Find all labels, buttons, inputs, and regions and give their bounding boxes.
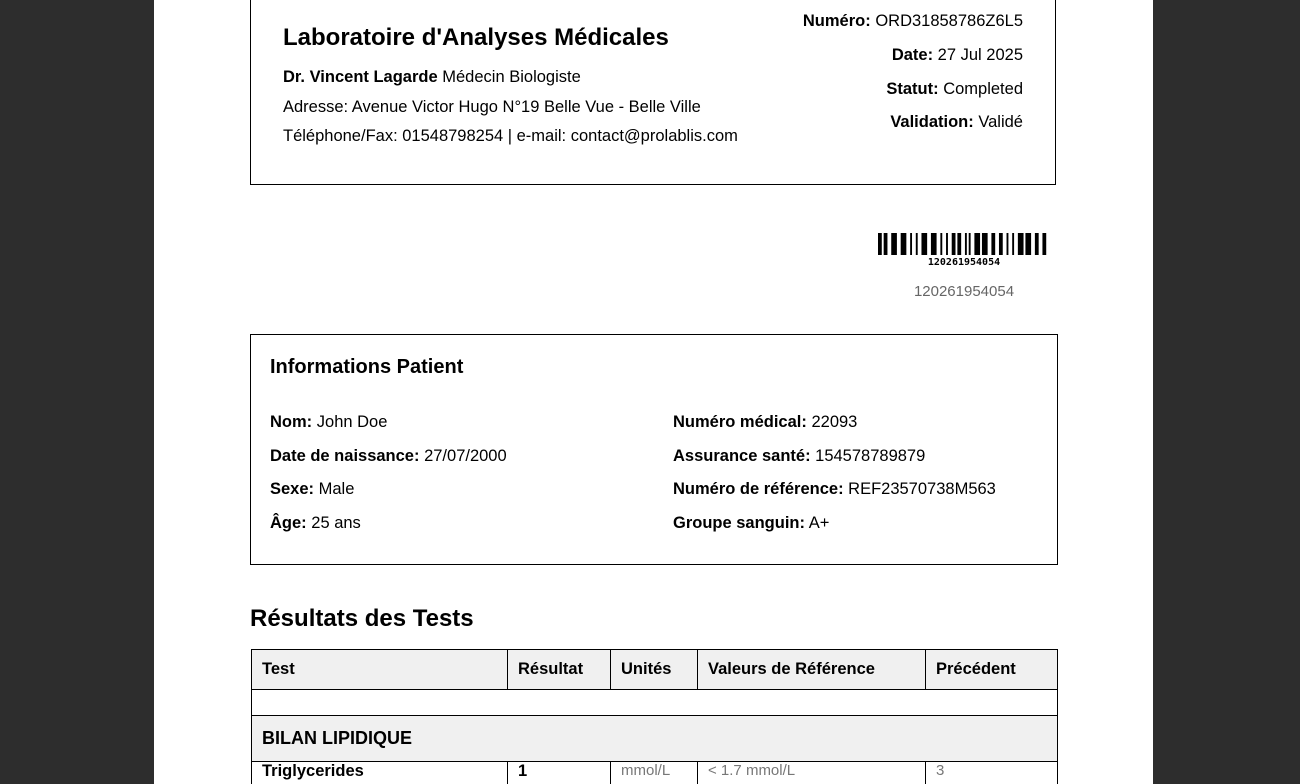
col-test: Test: [252, 650, 508, 690]
order-date-value: 27 Jul 2025: [937, 46, 1023, 64]
col-result: Résultat: [508, 650, 611, 690]
barcode-bar: [974, 233, 980, 255]
order-validation-value: Validé: [978, 113, 1023, 131]
patient-sex-label: Sexe:: [270, 480, 315, 498]
patient-reference: [673, 480, 996, 499]
barcode-bar: [946, 233, 948, 255]
order-validation: [890, 113, 1023, 132]
order-number: [803, 12, 1023, 31]
patient-title: Informations Patient: [270, 356, 464, 378]
barcode-image: [878, 233, 1050, 255]
order-number-value: ORD31858786Z6L5: [875, 12, 1023, 30]
patient-medical-value: 22093: [811, 413, 858, 431]
cell-unit: mmol/L: [611, 762, 698, 784]
barcode-bar: [1042, 233, 1046, 255]
section-row: [252, 716, 1058, 762]
barcode-bar: [965, 233, 967, 255]
col-units: Unités: [611, 650, 698, 690]
patient-name: [270, 413, 387, 432]
lab-address: Adresse: Avenue Victor Hugo N°19 Belle Vue - Belle Ville: [283, 98, 701, 116]
patient-name-label: Nom:: [270, 413, 313, 431]
cell-reference: < 1.7 mmol/L: [698, 762, 926, 784]
barcode-bar: [901, 233, 907, 255]
patient-age-value: 25 ans: [311, 514, 361, 532]
patient-name-value: John Doe: [316, 413, 388, 431]
patient-sex: [270, 480, 354, 499]
patient-insurance-label: Assurance santé:: [673, 447, 811, 465]
section-label: BILAN LIPIDIQUE: [252, 716, 1058, 762]
barcode-bar: [982, 233, 988, 255]
report-page: [154, 0, 1153, 784]
barcode-bar: [1012, 233, 1014, 255]
barcode-bar: [884, 233, 888, 255]
lab-header: [250, 0, 1056, 185]
barcode: [878, 233, 1050, 268]
doctor-line: [283, 68, 581, 87]
doctor-name: Dr. Vincent Lagarde: [283, 68, 438, 86]
patient-blood-group-label: Groupe sanguin:: [673, 514, 805, 532]
barcode-bar: [921, 233, 927, 255]
cell-previous: 3: [926, 762, 1058, 784]
barcode-bar: [878, 233, 882, 255]
patient-info: [250, 334, 1058, 565]
order-status-value: Completed: [943, 80, 1023, 98]
order-number-label: Numéro:: [802, 12, 871, 30]
barcode-bar: [957, 233, 961, 255]
cell-result: 1: [508, 762, 611, 784]
barcode-bar: [891, 233, 897, 255]
doctor-title: Médecin Biologiste: [442, 68, 581, 86]
results-table: [251, 649, 1058, 784]
patient-dob: [270, 447, 507, 466]
barcode-bar: [952, 233, 956, 255]
patient-blood-group-value: A+: [808, 514, 830, 532]
order-status: [886, 80, 1023, 99]
patient-reference-label: Numéro de référence:: [673, 480, 844, 498]
col-previous: Précédent: [926, 650, 1058, 690]
barcode-bar: [910, 233, 912, 255]
patient-blood-group: [673, 514, 829, 533]
patient-reference-value: REF23570738M563: [848, 480, 996, 498]
patient-sex-value: Male: [318, 480, 355, 498]
barcode-bar: [940, 233, 942, 255]
patient-age: [270, 514, 361, 533]
spacer-row: [252, 690, 1058, 716]
order-date-label: Date:: [891, 46, 934, 64]
table-row: [252, 762, 1058, 784]
barcode-bar: [1035, 233, 1039, 255]
cell-test: Triglycerides: [252, 762, 508, 784]
order-date: [892, 46, 1023, 65]
lab-contact: Téléphone/Fax: 01548798254 | e-mail: contact@prolablis.com: [283, 127, 738, 145]
patient-age-label: Âge:: [270, 514, 307, 532]
barcode-bar: [916, 233, 918, 255]
order-status-label: Statut:: [886, 80, 939, 98]
barcode-number: 120261954054: [913, 283, 1015, 300]
patient-insurance: [673, 447, 925, 466]
patient-medical-label: Numéro médical:: [673, 413, 807, 431]
barcode-bar: [1007, 233, 1009, 255]
barcode-bar: [931, 233, 937, 255]
barcode-bar: [1018, 233, 1024, 255]
barcode-caption: 120261954054: [927, 257, 1001, 268]
barcode-bar: [999, 233, 1003, 255]
results-header-row: [252, 650, 1058, 690]
barcode-bar: [1025, 233, 1031, 255]
col-reference: Valeurs de Référence: [698, 650, 926, 690]
lab-name: Laboratoire d'Analyses Médicales: [283, 24, 669, 51]
barcode-bar: [969, 233, 971, 255]
patient-dob-label: Date de naissance:: [270, 447, 420, 465]
patient-dob-value: 27/07/2000: [424, 447, 507, 465]
order-validation-label: Validation:: [890, 113, 974, 131]
results-title: Résultats des Tests: [250, 605, 474, 632]
patient-insurance-value: 154578789879: [815, 447, 926, 465]
patient-medical-number: [673, 413, 857, 432]
barcode-bar: [991, 233, 995, 255]
